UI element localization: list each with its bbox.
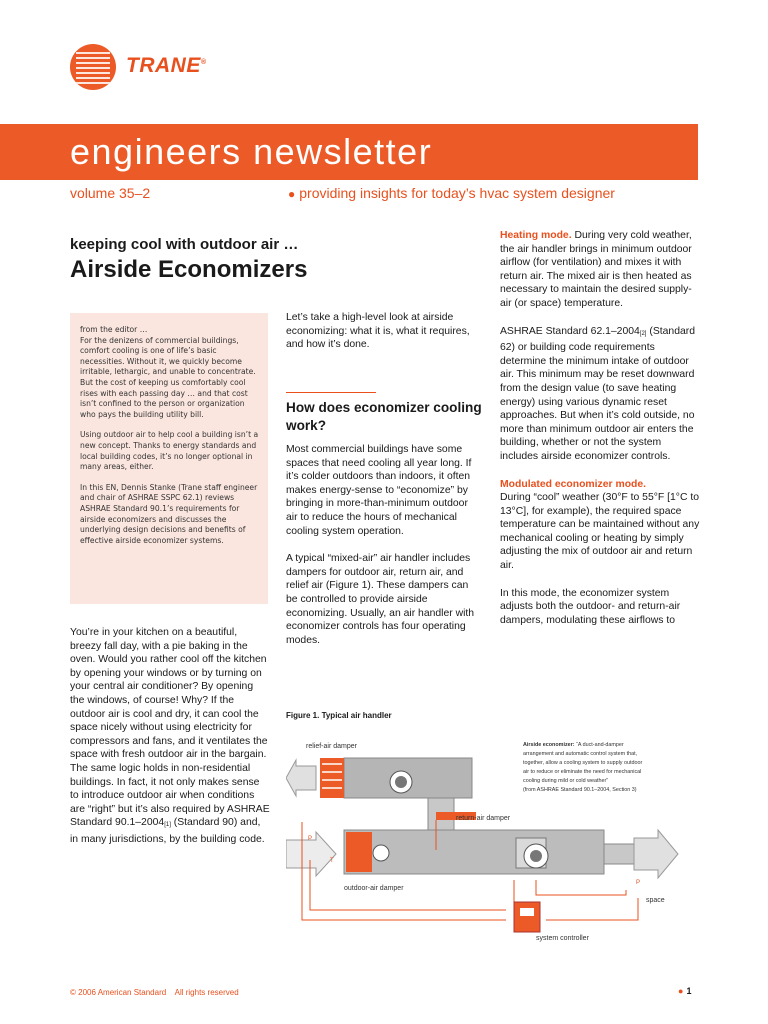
- col2-paragraph-2: A typical “mixed-air” air handler includes dampers for outdoor air, return air, and relief air (Figure 1). These dampers can be controlled to provide airside economizing. Usually, an air handler with economizer controls has four operating modes.: [286, 553, 475, 646]
- col2-paragraph-1: Most commercial buildings have some spaces that need cooling all year long. If it’s colder outdoors than indoors, it often makes energy-sense to “economize” by bringing in more-than-minimum outdoor air to reduce the hours of mechanical cooling system operation.: [286, 444, 472, 537]
- editor-paragraph-1: from the editor … For the denizens of commercial buildings, comfort cooling is one of life’s basic necessities. Without it, we quickly become irritable, lethargic, and unable to concentrate. But the cost of keeping us comfortably cool rises with each passing day … and that cost isn’t confined to the person or organization who pays the building utility bill.: [80, 325, 256, 419]
- svg-text:air to reduce or eliminate the: air to reduce or eliminate the need for mechanical: [523, 769, 642, 775]
- temperature-sensor-icon: T: [330, 858, 334, 864]
- article-headline: Airside Economizers: [70, 256, 308, 283]
- air-handler-figure: [286, 730, 706, 950]
- svg-text:arrangement and automatic cont: arrangement and automatic control system that,: [523, 751, 638, 757]
- volume-number: volume 35–2: [70, 185, 151, 201]
- section-divider: [286, 392, 376, 393]
- outdoor-air-damper: [346, 832, 372, 872]
- system-controller-label: system controller: [536, 935, 589, 942]
- page-number: ● 1: [678, 986, 692, 996]
- figure-caption: Figure 1. Typical air handler: [286, 711, 392, 720]
- economizer-definition: [523, 742, 642, 793]
- editor-paragraph-2: Using outdoor air to help cool a building isn’t a new concept. Thanks to energy standards and local building codes, it’s no longer optional in many areas, either.: [80, 430, 259, 472]
- outdoor-air-damper-label: outdoor-air damper: [344, 885, 404, 892]
- column-3-body: [500, 229, 700, 641]
- heating-mode-paragraph: Heating mode. During very cold weather, the air handler brings in minimum outdoor airflow (for ventilation) and mixes it with return air. The mixed air is then heated as necessary to maintain the desired supply-air (or space) temperature.: [500, 230, 692, 309]
- trane-logo-icon: [70, 44, 116, 90]
- supply-arrow-icon: [634, 830, 678, 878]
- reference-link-2[interactable]: [2]: [639, 330, 647, 337]
- relief-air-damper-label: relief-air damper: [306, 743, 357, 750]
- editor-paragraph-3: In this EN, Dennis Stanke (Trane staff engineer and chair of ASHRAE SSPC 62.1) reviews ASHRAE Standard 90.1’s requirements for airside economizers and discusses the underlying design decisions and benefits of effective airside economizer systems.: [80, 482, 258, 545]
- bullet-icon: ●: [678, 986, 684, 996]
- space-sensor-icon: P: [636, 880, 641, 886]
- modulated-mode-paragraph: Modulated economizer mode. During “cool” weather (30°F to 55°F [1°C to 13°C], for example), the required space temperature can be maintained without any mechanical cooling or heating by simply adjusting the mix of outdoor air and return air.: [500, 478, 700, 572]
- pressure-sensor-icon: P: [308, 836, 313, 842]
- svg-text:(from ASHRAE Standard 90.1–200: (from ASHRAE Standard 90.1–2004, Section 3): [523, 787, 637, 793]
- trane-logo: [70, 42, 210, 92]
- system-controller-icon: [514, 902, 540, 932]
- tagline: ● providing insights for today’s hvac system designer: [288, 185, 615, 201]
- svg-text:together, allow a cooling syst: together, allow a cooling system to supply outdoor: [523, 760, 643, 766]
- col1-paragraph: You’re in your kitchen on a beautiful, breezy fall day, with a pie baking in the oven. Would you rather cool off the kitchen by opening your windows or by turning on your central air conditioner? By opening the windows, of course! Why? If the outdoor air is cool and dry, it can cool the space nicely without using electricity for compressors and fans, and it ventilates the space with fresh outdoor air in the bargain. The same logic holds in non-residential buildings. In fact, it not only makes sense to introduce outdoor air when conditions are “right” but it’s also required by ASHRAE Standard $90.1-2004_{[1]}$ (Standard 90) and, in many jurisdictions, by the building code.: [70, 627, 270, 845]
- column-2-body: [286, 443, 482, 661]
- newsletter-title: engineers newsletter: [70, 131, 433, 172]
- reference-link-1[interactable]: [1]: [164, 822, 171, 829]
- filter-icon: [373, 845, 389, 861]
- space-label: space: [646, 897, 665, 904]
- standard62-paragraph: ASHRAE Standard $62.1-2004_{[2]}$ (Standard 62) or building code requirements determine the minimum intake of outdoor air. This minimum may be reset downward from the design value (to save heating energy) using various dynamic reset approaches. But when it’s cold outside, no more than minimum outdoor air enters the building, whether or not the system includes airside economizer controls.: [500, 325, 695, 462]
- col3-paragraph-4: In this mode, the economizer system adjusts both the outdoor- and return-air dampers, modulating these airflows to: [500, 587, 681, 626]
- article-kicker: keeping cool with outdoor air …: [70, 236, 299, 253]
- section-heading: How does economizer cooling work?: [286, 400, 482, 433]
- brand-name: TRANE®: [126, 54, 207, 77]
- svg-text:cooling during mild or cold we: cooling during mild or cold weather”: [523, 778, 609, 784]
- column-1-body: [70, 626, 270, 861]
- bullet-icon: ●: [288, 187, 296, 201]
- col2-intro: Let’s take a high-level look at airside economizing: what it is, what it requires, and how it’s done.: [286, 312, 470, 351]
- exhaust-arrow-icon: [286, 760, 316, 796]
- return-air-damper-label: return-air damper: [456, 815, 511, 822]
- svg-text:Airside economizer: “A duct-an: Airside economizer: “A duct-and-damper: [523, 742, 624, 748]
- editor-note: [70, 313, 268, 604]
- copyright-notice: © 2006 American Standard All rights reserved: [70, 988, 239, 997]
